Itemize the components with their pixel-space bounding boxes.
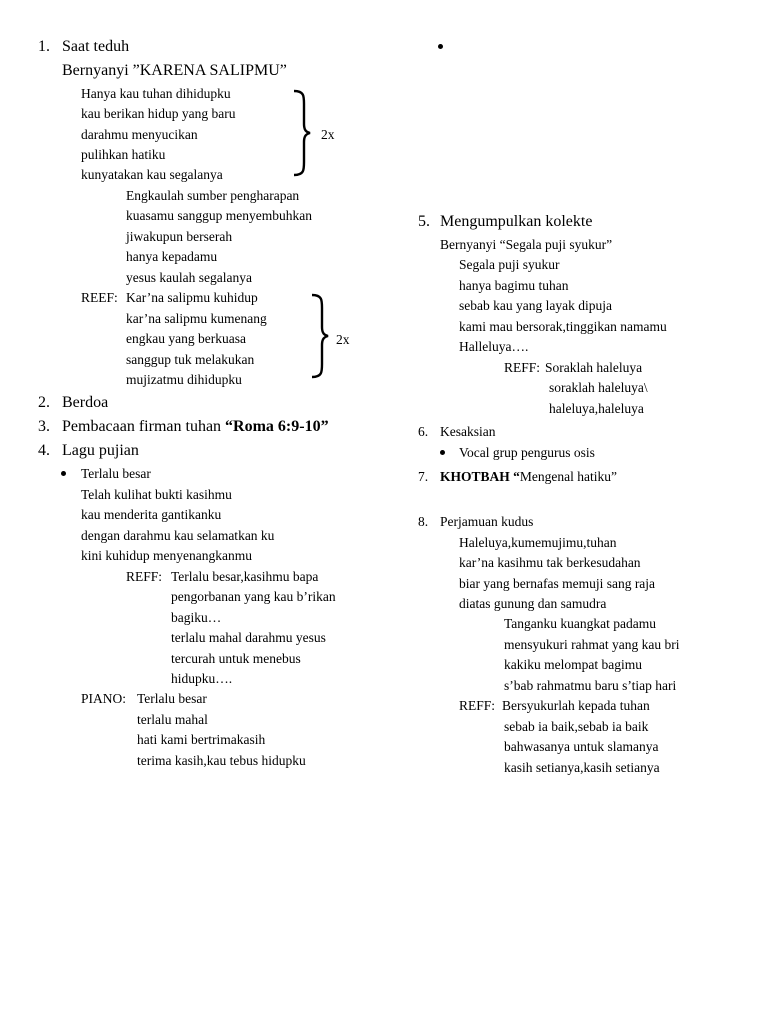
item-4-title: Lagu pujian <box>62 442 139 459</box>
verse8-line: kar’na kasihmu tak berkesudahan <box>459 555 641 570</box>
reff-label: REFF: <box>504 360 541 375</box>
item-1-number: 1. <box>38 38 50 55</box>
item-8-title: Perjamuan kudus <box>440 514 534 529</box>
song2-verse-line: kau menderita gantikanku <box>81 507 222 522</box>
reef-line: engkau yang berkuasa <box>126 331 246 346</box>
item-2-number: 2. <box>38 394 50 411</box>
piano-line: terima kasih,kau tebus hidupku <box>137 753 306 768</box>
reff-line: hidupku…. <box>171 671 233 686</box>
item-8-number: 8. <box>418 514 429 529</box>
item-7-title: KHOTBAH “Mengenal hatiku” <box>440 469 617 484</box>
repeat-2x-label: 2x <box>321 127 335 142</box>
reef-line: kar’na salipmu kumenang <box>126 311 267 326</box>
item-3-number: 3. <box>38 418 50 435</box>
song2-verse-line: Telah kulihat bukti kasihmu <box>81 487 232 502</box>
item-1-title: Saat teduh <box>62 38 130 55</box>
piano-line: terlalu mahal <box>137 712 208 727</box>
piano-line: hati kami bertrimakasih <box>137 732 266 747</box>
repeat-brace-icon <box>308 294 330 378</box>
verse1-line: Hanya kau tuhan dihidupku <box>81 86 231 101</box>
verse8b-line: s’bab rahmatmu baru s’tiap hari <box>504 678 677 693</box>
verse2-line: kuasamu sanggup menyembuhkan <box>126 208 312 223</box>
song2-verse-line: dengan darahmu kau selamatkan ku <box>81 528 275 543</box>
repeat-brace-icon <box>290 90 312 176</box>
item-6-detail: Vocal grup pengurus osis <box>459 445 595 460</box>
verse8b-line: Tanganku kuangkat padamu <box>504 616 657 631</box>
song-2-title: Terlalu besar <box>81 466 151 481</box>
verse8b-line: kakiku melompat bagimu <box>504 657 642 672</box>
item-6-number: 6. <box>418 424 429 439</box>
verse5-line: hanya bagimu tuhan <box>459 278 569 293</box>
song2-verse-line: kini kuhidup menyenangkanmu <box>81 548 252 563</box>
item-3-title: Pembacaan firman tuhan “Roma 6:9-10” <box>62 418 329 435</box>
reff8-label: REFF: <box>459 698 496 713</box>
bullet-icon <box>438 44 443 49</box>
reff-line: bagiku… <box>171 610 222 625</box>
item-5-title: Mengumpulkan kolekte <box>440 213 593 230</box>
reff-line: tercurah untuk menebus <box>171 651 301 666</box>
reff-label: REFF: <box>126 569 163 584</box>
song-1-heading: Bernyanyi ”KARENA SALIPMU” <box>62 62 287 79</box>
verse1-line: kau berikan hidup yang baru <box>81 106 236 121</box>
verse2-line: jiwakupun berserah <box>126 229 233 244</box>
reff-line: Terlalu besar,kasihmu bapa <box>171 569 319 584</box>
reff8-line: bahwasanya untuk slamanya <box>504 739 659 754</box>
piano-line: Terlalu besar <box>137 691 207 706</box>
reef-line: sanggup tuk melakukan <box>126 352 255 367</box>
item-4-number: 4. <box>38 442 50 459</box>
verse2-line: hanya kepadamu <box>126 249 218 264</box>
verse1-line: darahmu menyucikan <box>81 127 198 142</box>
song-5-heading: Bernyanyi “Segala puji syukur” <box>440 237 613 252</box>
reff8-line: sebab ia baik,sebab ia baik <box>504 719 649 734</box>
piano-label: PIANO: <box>81 691 127 706</box>
verse5-line: sebab kau yang layak dipuja <box>459 298 612 313</box>
reff-line: Soraklah haleluya <box>545 360 643 375</box>
verse5-line: Halleluya…. <box>459 339 529 354</box>
reff-line: haleluya,haleluya <box>549 401 644 416</box>
bullet-icon <box>440 450 445 455</box>
verse8-line: Haleluya,kumemujimu,tuhan <box>459 535 617 550</box>
item-7-number: 7. <box>418 469 429 484</box>
item-5-number: 5. <box>418 213 430 230</box>
reff-line: soraklah haleluya\ <box>549 380 648 395</box>
verse2-line: Engkaulah sumber pengharapan <box>126 188 300 203</box>
verse1-line: pulihkan hatiku <box>81 147 166 162</box>
verse5-line: kami mau bersorak,tinggikan namamu <box>459 319 667 334</box>
reff-line: terlalu mahal darahmu yesus <box>171 630 326 645</box>
reef-label: REEF: <box>81 290 118 305</box>
reff8-line: Bersyukurlah kepada tuhan <box>502 698 650 713</box>
reff-line: pengorbanan yang kau b’rikan <box>171 589 336 604</box>
bullet-icon <box>61 471 66 476</box>
item-2-title: Berdoa <box>62 394 109 411</box>
verse5-line: Segala puji syukur <box>459 257 560 272</box>
verse8-line: diatas gunung dan samudra <box>459 596 607 611</box>
repeat-2x-label: 2x <box>336 332 350 347</box>
reef-line: mujizatmu dihidupku <box>126 372 242 387</box>
verse1-line: kunyatakan kau segalanya <box>81 167 223 182</box>
reef-line: Kar’na salipmu kuhidup <box>126 290 258 305</box>
reff8-line: kasih setianya,kasih setianya <box>504 760 660 775</box>
verse2-line: yesus kaulah segalanya <box>126 270 252 285</box>
verse8-line: biar yang bernafas memuji sang raja <box>459 576 656 591</box>
verse8b-line: mensyukuri rahmat yang kau bri <box>504 637 680 652</box>
scripture-reference: “Roma 6:9-10” <box>225 418 329 435</box>
item-6-title: Kesaksian <box>440 424 496 439</box>
